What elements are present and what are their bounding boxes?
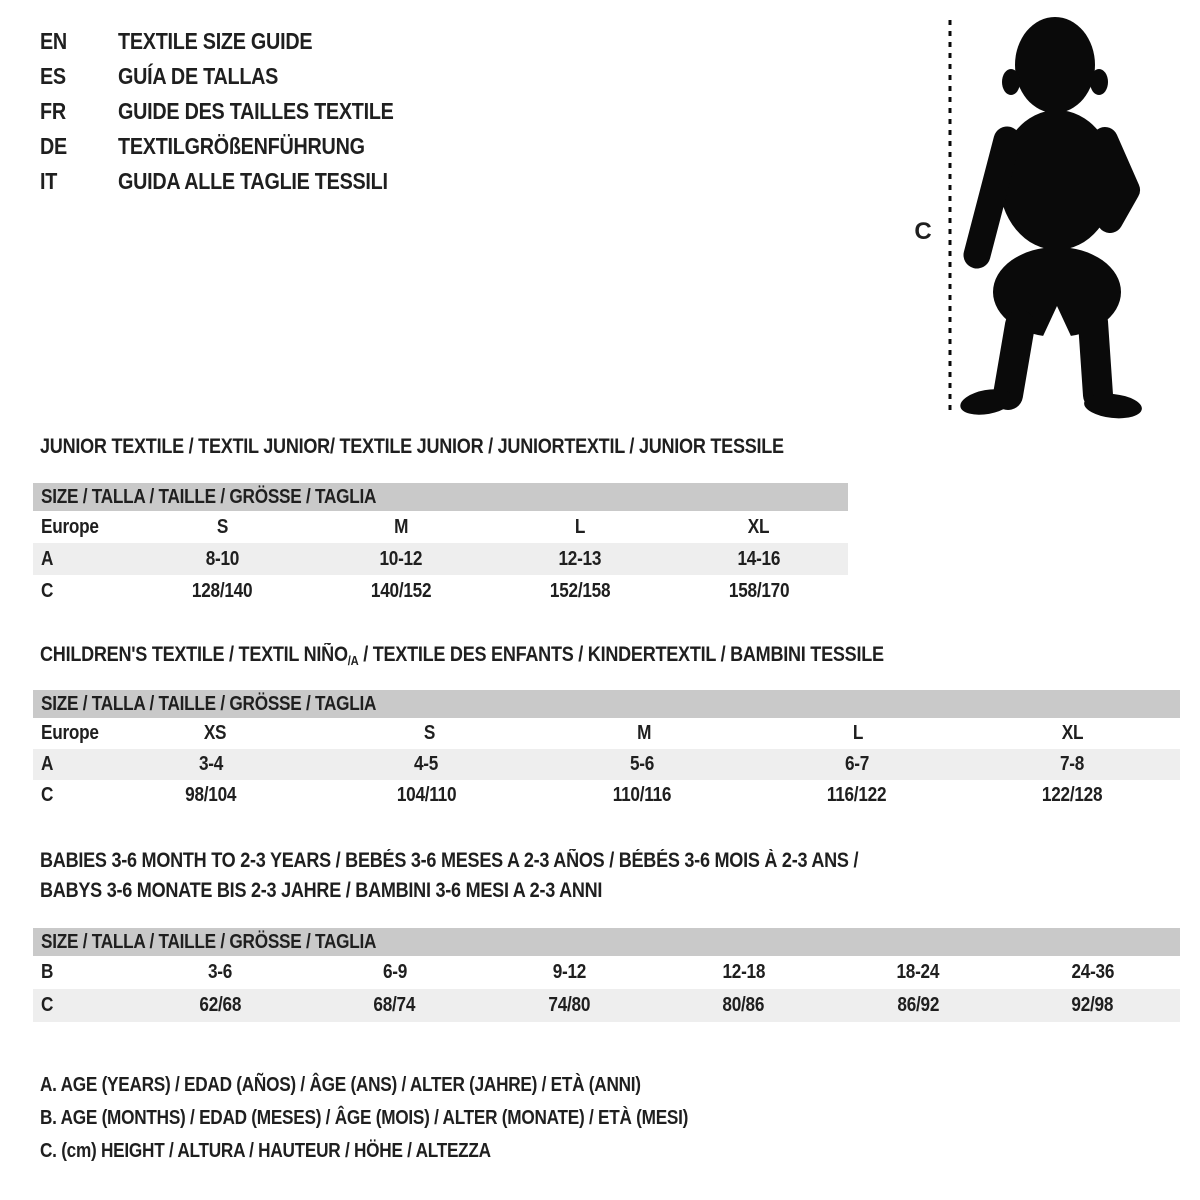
legend-text: B. AGE (MONTHS) / EDAD (MESES) / ÂGE (MOIS) / ALTER (MONATE) / ETÀ (MESI) xyxy=(40,1107,689,1129)
silhouette-right-ear xyxy=(1090,69,1108,95)
size-cell xyxy=(491,580,670,603)
row-label xyxy=(33,753,103,776)
row-label-text: Europe xyxy=(41,515,99,538)
size-cell-text: 7-8 xyxy=(1060,753,1085,775)
size-cell-text: M xyxy=(394,515,409,538)
section-title-text xyxy=(40,640,884,672)
size-cell-text: XL xyxy=(747,515,770,538)
size-cell xyxy=(749,784,964,807)
size-cell xyxy=(534,753,749,776)
junior-textile-size-table xyxy=(33,483,848,607)
size-cell-text: 18-24 xyxy=(896,961,940,983)
row-label xyxy=(33,548,133,571)
language-title: GUÍA DE TALLAS xyxy=(118,63,279,89)
section-title-junior-textile xyxy=(40,432,905,462)
legend-text: A. AGE (YEARS) / EDAD (AÑOS) / ÂGE (ANS) / ALTER (JAHRE) / ETÀ (ANNI) xyxy=(40,1074,641,1096)
size-cell xyxy=(965,784,1180,807)
section-title-line xyxy=(40,432,905,462)
language-row xyxy=(40,94,439,129)
language-code: IT xyxy=(40,168,58,194)
size-cell-text: 8-10 xyxy=(205,547,240,570)
toddler-height-figure xyxy=(905,10,1155,425)
size-cell-text: 98/104 xyxy=(185,784,237,806)
size-cell xyxy=(534,784,749,807)
table-row-a xyxy=(33,749,1180,780)
size-cell-text: 3-4 xyxy=(198,753,223,775)
size-cell-text: M xyxy=(637,722,652,744)
section-title-text xyxy=(40,876,602,906)
row-label xyxy=(33,722,108,745)
size-cell-text: 116/122 xyxy=(827,784,887,806)
size-cell-text: 5-6 xyxy=(629,753,654,775)
section-title-line xyxy=(40,876,991,906)
size-cell-text: 80/86 xyxy=(722,994,765,1016)
legend-line xyxy=(40,1135,794,1168)
size-cell xyxy=(133,961,308,984)
legend-line xyxy=(40,1102,794,1135)
size-cell xyxy=(669,516,848,539)
babies-size-table xyxy=(33,928,1180,1022)
row-label-text: B xyxy=(41,961,54,983)
size-cell-text: 122/128 xyxy=(1042,784,1103,806)
size-cell xyxy=(312,516,491,539)
size-cell xyxy=(133,548,312,571)
language-title: GUIDA ALLE TAGLIE TESSILI xyxy=(118,168,388,194)
section-title-line xyxy=(40,640,1021,672)
size-cell xyxy=(308,994,483,1017)
size-cell xyxy=(965,753,1180,776)
toddler-silhouette xyxy=(958,17,1143,421)
size-header-label: SIZE / TALLA / TAILLE / GRÖSSE / TAGLIA xyxy=(41,485,377,508)
legend-line xyxy=(40,1069,794,1102)
section-title-childrens-textile xyxy=(40,640,1021,672)
language-code: DE xyxy=(40,133,67,159)
size-cell xyxy=(103,784,318,807)
row-label-text: C xyxy=(41,784,54,806)
language-row xyxy=(40,24,439,59)
size-cell-text: 4-5 xyxy=(414,753,439,775)
size-cell xyxy=(312,580,491,603)
size-cell-text: 62/68 xyxy=(199,994,242,1016)
size-cell xyxy=(669,580,848,603)
size-cell xyxy=(669,548,848,571)
childrens-textile-size-table xyxy=(33,690,1180,811)
size-cell xyxy=(133,994,308,1017)
title-segment: CHILDREN'S TEXTILE / TEXTIL NIÑO xyxy=(40,643,348,666)
size-cell xyxy=(318,784,533,807)
size-header-row xyxy=(33,928,1180,956)
size-cell xyxy=(1006,961,1181,984)
size-cell-text: 9-12 xyxy=(552,961,586,983)
section-title-text xyxy=(40,432,784,462)
size-cell-text: 6-7 xyxy=(844,753,869,775)
size-cell-text: 6-9 xyxy=(382,961,407,983)
row-label xyxy=(33,516,133,539)
size-cell-text: 12-18 xyxy=(722,961,766,983)
title-segment: BABYS 3-6 MONATE BIS 2-3 JAHRE / BAMBINI 3-6 MESI A 2-3 ANNI xyxy=(40,879,603,902)
size-cell xyxy=(482,961,657,984)
size-cell-text: 86/92 xyxy=(897,994,940,1016)
size-cell-text: L xyxy=(853,722,864,744)
size-cell-text: L xyxy=(574,515,585,538)
size-cell xyxy=(108,722,322,745)
size-cell xyxy=(1006,994,1181,1017)
size-cell-text: XS xyxy=(204,722,227,744)
row-label xyxy=(33,784,103,807)
size-cell-text: 110/116 xyxy=(612,784,671,806)
size-cell-text: 24-36 xyxy=(1071,961,1115,983)
size-cell xyxy=(133,516,312,539)
size-cell-text: 14-16 xyxy=(737,547,780,570)
silhouette-left-leg xyxy=(1008,325,1020,395)
size-cell xyxy=(657,961,832,984)
row-label-text: A xyxy=(41,547,54,570)
title-segment: BABIES 3-6 MONTH TO 2-3 YEARS / BEBÉS 3-6 MESES A 2-3 AÑOS / BÉBÉS 3-6 MOIS À 2-3 ANS / xyxy=(40,849,859,872)
silhouette-head xyxy=(1015,17,1095,113)
language-code: EN xyxy=(40,28,67,54)
silhouette-left-arm xyxy=(977,140,1007,255)
table-row-europe xyxy=(33,718,1180,749)
table-row-b xyxy=(33,956,1180,989)
size-header-label: SIZE / TALLA / TAILLE / GRÖSSE / TAGLIA xyxy=(41,930,377,953)
size-cell-text: 152/158 xyxy=(549,579,611,602)
language-title: TEXTILE SIZE GUIDE xyxy=(118,28,313,54)
section-title-line xyxy=(40,846,991,876)
size-header-row xyxy=(33,483,848,511)
language-row xyxy=(40,59,439,94)
row-label xyxy=(33,994,133,1017)
language-code: ES xyxy=(40,63,66,89)
size-cell xyxy=(537,722,751,745)
size-cell xyxy=(318,753,533,776)
size-cell xyxy=(491,548,670,571)
size-cell-text: S xyxy=(216,515,228,538)
row-label xyxy=(33,580,133,603)
silhouette-right-leg xyxy=(1093,322,1098,395)
language-title-list xyxy=(40,24,439,199)
row-label-text: Europe xyxy=(41,722,99,744)
size-cell xyxy=(831,961,1006,984)
silhouette-left-ear xyxy=(1002,69,1020,95)
size-cell xyxy=(751,722,965,745)
size-cell xyxy=(103,753,318,776)
size-cell xyxy=(491,516,670,539)
section-title-babies xyxy=(40,846,991,906)
size-header-label: SIZE / TALLA / TAILLE / GRÖSSE / TAGLIA xyxy=(41,692,377,715)
size-cell-text: 140/152 xyxy=(370,579,432,602)
size-cell-text: 104/110 xyxy=(396,784,456,806)
size-cell-text: 10-12 xyxy=(379,547,423,570)
size-cell-text: 12-13 xyxy=(558,547,602,570)
size-cell-text: S xyxy=(424,722,436,744)
language-title: TEXTILGRÖßENFÜHRUNG xyxy=(118,133,365,159)
size-cell-text: 3-6 xyxy=(208,961,233,983)
height-measure-label: C xyxy=(914,218,932,245)
size-cell xyxy=(308,961,483,984)
size-cell xyxy=(133,580,312,603)
size-cell-text: XL xyxy=(1062,722,1084,744)
size-cell-text: 92/98 xyxy=(1071,994,1114,1016)
table-row-europe xyxy=(33,511,848,543)
table-row-a xyxy=(33,543,848,575)
row-label-text: C xyxy=(41,994,54,1016)
language-code: FR xyxy=(40,98,66,124)
measurement-legend xyxy=(40,1069,794,1168)
table-row-c xyxy=(33,989,1180,1022)
size-cell xyxy=(749,753,964,776)
language-row xyxy=(40,164,439,199)
size-cell xyxy=(657,994,832,1017)
size-cell-text: 128/140 xyxy=(192,579,253,602)
table-row-c xyxy=(33,575,848,607)
row-label-text: A xyxy=(41,753,54,775)
size-cell-text: 68/74 xyxy=(373,994,416,1016)
row-label-text: C xyxy=(41,579,54,602)
size-cell xyxy=(482,994,657,1017)
table-row-c xyxy=(33,780,1180,811)
section-title-text xyxy=(40,846,858,876)
title-subscript: /A xyxy=(347,653,359,668)
row-label xyxy=(33,961,133,984)
size-header-row xyxy=(33,690,1180,718)
size-cell xyxy=(312,548,491,571)
size-cell xyxy=(322,722,536,745)
language-title: GUIDE DES TAILLES TEXTILE xyxy=(118,98,394,124)
size-cell-text: 158/170 xyxy=(728,579,789,602)
size-cell-text: 74/80 xyxy=(548,994,591,1016)
title-segment: / TEXTILE DES ENFANTS / KINDERTEXTIL / BAMBINI TESSILE xyxy=(358,643,884,666)
title-segment: JUNIOR TEXTILE / TEXTIL JUNIOR/ TEXTILE JUNIOR / JUNIORTEXTIL / JUNIOR TESSILE xyxy=(40,435,784,458)
size-cell xyxy=(831,994,1006,1017)
legend-text: C. (cm) HEIGHT / ALTURA / HAUTEUR / HÖHE / ALTEZZA xyxy=(40,1140,491,1162)
language-row xyxy=(40,129,439,164)
size-cell xyxy=(966,722,1180,745)
